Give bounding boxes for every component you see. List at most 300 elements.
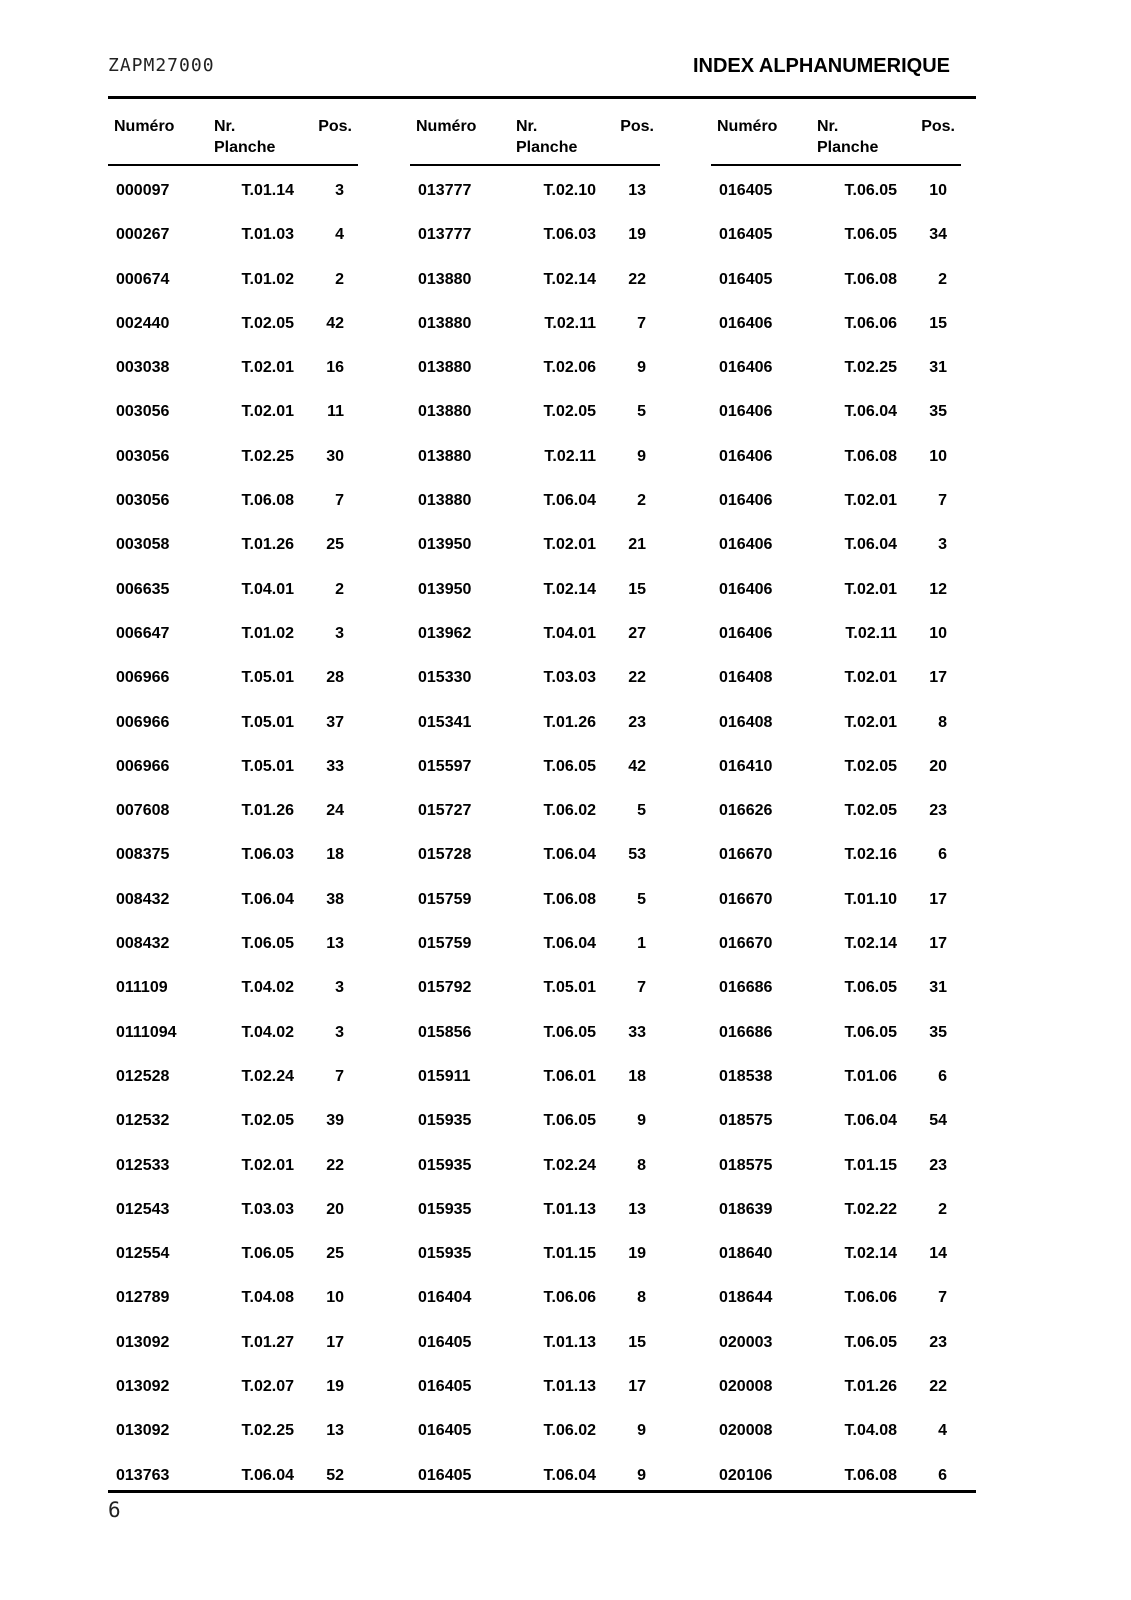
- table-row: [108, 1155, 358, 1199]
- cell-numero: 013880: [418, 270, 472, 288]
- rows-container: [108, 166, 358, 1509]
- cell-numero: 015856: [418, 1023, 472, 1041]
- cell-numero: 013092: [116, 1378, 170, 1396]
- table-row: [410, 1465, 660, 1509]
- cell-numero: 018644: [719, 1289, 773, 1307]
- table-row: [108, 446, 358, 490]
- table-row: [711, 1243, 961, 1287]
- cell-numero: 016408: [719, 713, 773, 731]
- cell-numero: 013092: [116, 1422, 170, 1440]
- table-row: [108, 844, 358, 888]
- table-row: [410, 1420, 660, 1464]
- cell-planche: T.02.11: [845, 624, 897, 642]
- cell-pos: 20: [929, 757, 947, 775]
- cell-numero: 003056: [116, 447, 170, 465]
- table-row: [410, 712, 660, 756]
- cell-planche: T.02.01: [844, 580, 897, 598]
- cell-planche: T.02.24: [241, 1067, 294, 1085]
- cell-planche: T.03.03: [241, 1200, 294, 1218]
- cell-pos: 20: [326, 1200, 344, 1218]
- table-row: [108, 756, 358, 800]
- cell-planche: T.01.13: [543, 1333, 596, 1351]
- cell-numero: 016405: [719, 226, 773, 244]
- cell-planche: T.01.27: [241, 1333, 294, 1351]
- cell-numero: 006635: [116, 580, 170, 598]
- cell-planche: T.06.05: [543, 757, 596, 775]
- cell-pos: 5: [637, 890, 646, 908]
- table-row: [410, 269, 660, 313]
- cell-planche: T.06.02: [543, 802, 596, 820]
- top-rule: [108, 96, 976, 99]
- cell-numero: 012533: [116, 1156, 170, 1174]
- cell-pos: 54: [929, 1112, 947, 1130]
- header-pos: Pos.: [921, 118, 955, 135]
- cell-planche: T.06.08: [844, 447, 897, 465]
- cell-pos: 8: [637, 1289, 646, 1307]
- cell-numero: 015759: [418, 935, 472, 953]
- cell-numero: 016670: [719, 935, 773, 953]
- cell-pos: 1: [637, 935, 646, 953]
- table-row: [410, 933, 660, 977]
- table-row: [108, 490, 358, 534]
- cell-planche: T.01.02: [241, 624, 294, 642]
- cell-planche: T.06.05: [844, 979, 897, 997]
- cell-pos: 19: [326, 1378, 344, 1396]
- table-row: [410, 1155, 660, 1199]
- cell-numero: 015759: [418, 890, 472, 908]
- cell-planche: T.02.05: [844, 802, 897, 820]
- cell-planche: T.04.08: [241, 1289, 294, 1307]
- cell-pos: 8: [938, 713, 947, 731]
- cell-planche: T.01.26: [241, 802, 294, 820]
- table-row: [711, 933, 961, 977]
- cell-numero: 012543: [116, 1200, 170, 1218]
- cell-numero: 015727: [418, 802, 472, 820]
- cell-numero: 016405: [418, 1333, 472, 1351]
- table-row: [410, 1287, 660, 1331]
- cell-pos: 23: [929, 1333, 947, 1351]
- cell-numero: 015341: [418, 713, 472, 731]
- cell-planche: T.02.11: [544, 447, 596, 465]
- cell-numero: 016405: [719, 270, 773, 288]
- cell-pos: 2: [335, 580, 344, 598]
- cell-pos: 5: [637, 802, 646, 820]
- table-row: [108, 977, 358, 1021]
- cell-numero: 016408: [719, 669, 773, 687]
- table-row: [108, 667, 358, 711]
- table-row: [108, 1110, 358, 1154]
- cell-numero: 015935: [418, 1200, 472, 1218]
- table-row: [108, 357, 358, 401]
- cell-numero: 0111094: [116, 1023, 177, 1041]
- cell-planche: T.01.03: [241, 226, 294, 244]
- table-row: [711, 490, 961, 534]
- cell-numero: 002440: [116, 314, 170, 332]
- cell-pos: 9: [637, 447, 646, 465]
- cell-planche: T.02.22: [844, 1200, 897, 1218]
- cell-pos: 13: [628, 182, 646, 199]
- table-row: [410, 1243, 660, 1287]
- cell-pos: 42: [326, 314, 344, 332]
- cell-planche: T.01.26: [241, 536, 294, 554]
- cell-pos: 7: [938, 492, 947, 510]
- table-row: [108, 933, 358, 977]
- cell-pos: 17: [628, 1378, 646, 1396]
- document-code: ZAPM27000: [108, 55, 215, 76]
- document-title: INDEX ALPHANUMERIQUE: [692, 55, 950, 77]
- cell-planche: T.06.05: [543, 1023, 596, 1041]
- table-row: [108, 889, 358, 933]
- cell-numero: 016406: [719, 536, 773, 554]
- cell-planche: T.01.26: [844, 1378, 897, 1396]
- cell-pos: 17: [326, 1333, 344, 1351]
- table-row: [410, 667, 660, 711]
- table-row: [108, 1243, 358, 1287]
- cell-planche: T.02.01: [241, 359, 294, 377]
- cell-planche: T.02.14: [844, 1245, 897, 1263]
- cell-planche: T.06.04: [844, 403, 897, 421]
- cell-numero: 013880: [418, 359, 472, 377]
- cell-pos: 34: [929, 226, 947, 244]
- table-row: [108, 1022, 358, 1066]
- table-row: [410, 1376, 660, 1420]
- cell-pos: 10: [326, 1289, 344, 1307]
- cell-pos: 22: [628, 669, 646, 687]
- cell-numero: 008432: [116, 935, 170, 953]
- cell-planche: T.04.01: [241, 580, 294, 598]
- cell-planche: T.06.04: [543, 492, 596, 510]
- table-row: [711, 977, 961, 1021]
- cell-numero: 008375: [116, 846, 170, 864]
- cell-pos: 19: [628, 226, 646, 244]
- cell-pos: 3: [335, 979, 344, 997]
- cell-pos: 14: [929, 1245, 947, 1263]
- cell-numero: 015935: [418, 1112, 472, 1130]
- cell-numero: 018575: [719, 1112, 773, 1130]
- cell-numero: 008432: [116, 890, 170, 908]
- cell-pos: 15: [628, 580, 646, 598]
- table-row: [410, 534, 660, 578]
- table-row: [711, 534, 961, 578]
- index-column-1: [108, 116, 358, 1509]
- header-nr: Nr.: [516, 118, 538, 135]
- cell-numero: 016406: [719, 403, 773, 421]
- cell-pos: 13: [326, 1422, 344, 1440]
- cell-pos: 30: [326, 447, 344, 465]
- table-row: [711, 1420, 961, 1464]
- cell-planche: T.04.08: [844, 1422, 897, 1440]
- cell-pos: 22: [628, 270, 646, 288]
- header-numero: Numéro: [717, 118, 778, 135]
- cell-numero: 016670: [719, 890, 773, 908]
- header-nr: Nr.: [817, 118, 839, 135]
- cell-planche: T.06.03: [241, 846, 294, 864]
- cell-pos: 7: [335, 492, 344, 510]
- table-row: [108, 579, 358, 623]
- cell-pos: 17: [929, 890, 947, 908]
- cell-planche: T.06.04: [844, 536, 897, 554]
- table-row: [410, 357, 660, 401]
- cell-numero: 016626: [719, 802, 773, 820]
- cell-numero: 016410: [719, 757, 773, 775]
- cell-planche: T.06.01: [543, 1067, 596, 1085]
- cell-planche: T.06.06: [844, 1289, 897, 1307]
- cell-numero: 016406: [719, 359, 773, 377]
- cell-numero: 016405: [418, 1422, 472, 1440]
- table-row: [711, 1110, 961, 1154]
- cell-planche: T.06.06: [844, 314, 897, 332]
- table-row: [711, 313, 961, 357]
- cell-planche: T.02.05: [844, 757, 897, 775]
- table-row: [108, 1287, 358, 1331]
- cell-numero: 013880: [418, 447, 472, 465]
- cell-numero: 016405: [418, 1466, 472, 1484]
- cell-pos: 2: [637, 492, 646, 510]
- cell-pos: 10: [929, 624, 947, 642]
- cell-pos: 11: [327, 403, 344, 421]
- table-row: [711, 579, 961, 623]
- table-row: [711, 1155, 961, 1199]
- cell-numero: 015330: [418, 669, 472, 687]
- table-row: [410, 446, 660, 490]
- cell-planche: T.04.02: [241, 979, 294, 997]
- cell-pos: 6: [938, 1466, 947, 1484]
- cell-planche: T.02.01: [241, 403, 294, 421]
- cell-numero: 016406: [719, 314, 773, 332]
- header-pos: Pos.: [620, 118, 654, 135]
- cell-numero: 013880: [418, 403, 472, 421]
- cell-planche: T.06.05: [844, 1333, 897, 1351]
- cell-pos: 9: [637, 1112, 646, 1130]
- cell-pos: 21: [628, 536, 646, 554]
- cell-pos: 27: [628, 624, 646, 642]
- cell-pos: 31: [929, 359, 947, 377]
- table-row: [711, 800, 961, 844]
- cell-pos: 35: [929, 403, 947, 421]
- header-planche: Planche: [214, 139, 276, 156]
- cell-planche: T.02.25: [241, 447, 294, 465]
- cell-numero: 012554: [116, 1245, 170, 1263]
- cell-numero: 013950: [418, 580, 472, 598]
- cell-pos: 22: [326, 1156, 344, 1174]
- index-column-3: [711, 116, 961, 1509]
- cell-pos: 3: [938, 536, 947, 554]
- cell-pos: 3: [335, 1023, 344, 1041]
- cell-pos: 23: [929, 1156, 947, 1174]
- table-row: [108, 1332, 358, 1376]
- cell-planche: T.01.13: [543, 1378, 596, 1396]
- table-row: [410, 180, 660, 224]
- table-row: [108, 1465, 358, 1509]
- table-row: [711, 756, 961, 800]
- cell-planche: T.01.15: [844, 1156, 897, 1174]
- cell-planche: T.01.02: [241, 270, 294, 288]
- cell-numero: 006966: [116, 757, 170, 775]
- cell-pos: 8: [637, 1156, 646, 1174]
- table-row: [711, 1199, 961, 1243]
- cell-numero: 016405: [719, 182, 773, 199]
- cell-planche: T.02.14: [543, 580, 596, 598]
- cell-planche: T.01.06: [844, 1067, 897, 1085]
- cell-numero: 013763: [116, 1466, 170, 1484]
- table-row: [711, 401, 961, 445]
- cell-planche: T.06.08: [543, 890, 596, 908]
- header-numero: Numéro: [114, 118, 175, 135]
- table-row: [711, 1465, 961, 1509]
- cell-numero: 018639: [719, 1200, 773, 1218]
- table-row: [711, 623, 961, 667]
- cell-numero: 003038: [116, 359, 170, 377]
- cell-numero: 013777: [418, 226, 472, 244]
- header-nr: Nr.: [214, 118, 236, 135]
- table-row: [711, 1332, 961, 1376]
- table-row: [410, 1066, 660, 1110]
- table-row: [108, 623, 358, 667]
- table-row: [410, 490, 660, 534]
- table-row: [410, 756, 660, 800]
- table-row: [410, 623, 660, 667]
- table-row: [108, 534, 358, 578]
- cell-pos: 38: [326, 890, 344, 908]
- cell-planche: T.02.05: [241, 1112, 294, 1130]
- cell-numero: 012789: [116, 1289, 170, 1307]
- table-row: [108, 1066, 358, 1110]
- table-row: [108, 269, 358, 313]
- cell-numero: 006966: [116, 713, 170, 731]
- cell-planche: T.02.01: [844, 492, 897, 510]
- header-pos: Pos.: [318, 118, 352, 135]
- cell-numero: 015911: [418, 1067, 471, 1085]
- cell-planche: T.05.01: [241, 669, 294, 687]
- cell-pos: 19: [628, 1245, 646, 1263]
- cell-planche: T.02.07: [241, 1378, 294, 1396]
- cell-pos: 5: [637, 403, 646, 421]
- cell-planche: T.02.14: [844, 935, 897, 953]
- cell-pos: 23: [628, 713, 646, 731]
- cell-pos: 15: [929, 314, 947, 332]
- cell-numero: 015935: [418, 1156, 472, 1174]
- table-row: [108, 712, 358, 756]
- table-row: [711, 1066, 961, 1110]
- cell-planche: T.02.10: [543, 182, 596, 199]
- table-row: [711, 889, 961, 933]
- cell-numero: 015935: [418, 1245, 472, 1263]
- cell-planche: T.06.05: [844, 1023, 897, 1041]
- cell-pos: 31: [929, 979, 947, 997]
- cell-planche: T.01.14: [241, 182, 294, 199]
- cell-planche: T.02.05: [241, 314, 294, 332]
- cell-planche: T.06.08: [844, 1466, 897, 1484]
- cell-pos: 52: [326, 1466, 344, 1484]
- table-row: [711, 844, 961, 888]
- cell-planche: T.06.05: [241, 1245, 294, 1263]
- cell-planche: T.02.25: [241, 1422, 294, 1440]
- cell-numero: 016406: [719, 624, 773, 642]
- table-row: [108, 1376, 358, 1420]
- cell-planche: T.06.05: [844, 182, 897, 199]
- column-header: [410, 116, 660, 166]
- cell-pos: 37: [326, 713, 344, 731]
- cell-numero: 016686: [719, 1023, 773, 1041]
- bottom-rule: [108, 1490, 976, 1493]
- cell-numero: 016406: [719, 492, 773, 510]
- cell-planche: T.02.06: [543, 359, 596, 377]
- cell-numero: 016406: [719, 580, 773, 598]
- cell-pos: 10: [929, 182, 947, 199]
- cell-planche: T.06.06: [543, 1289, 596, 1307]
- table-row: [711, 269, 961, 313]
- cell-numero: 016686: [719, 979, 773, 997]
- cell-planche: T.06.02: [543, 1422, 596, 1440]
- cell-planche: T.02.01: [241, 1156, 294, 1174]
- cell-numero: 006966: [116, 669, 170, 687]
- table-row: [711, 712, 961, 756]
- cell-planche: T.05.01: [241, 713, 294, 731]
- cell-pos: 33: [628, 1023, 646, 1041]
- cell-pos: 7: [938, 1289, 947, 1307]
- cell-numero: 020008: [719, 1422, 773, 1440]
- page-number: 6: [108, 1498, 121, 1522]
- table-row: [108, 1199, 358, 1243]
- cell-planche: T.06.04: [241, 890, 294, 908]
- cell-pos: 22: [929, 1378, 947, 1396]
- rows-container: [711, 166, 961, 1509]
- cell-numero: 000674: [116, 270, 170, 288]
- table-row: [410, 313, 660, 357]
- cell-numero: 015728: [418, 846, 472, 864]
- cell-numero: 006647: [116, 624, 170, 642]
- cell-pos: 13: [326, 935, 344, 953]
- cell-pos: 23: [929, 802, 947, 820]
- table-row: [711, 224, 961, 268]
- cell-pos: 17: [929, 669, 947, 687]
- cell-numero: 020003: [719, 1333, 773, 1351]
- table-row: [711, 1022, 961, 1066]
- cell-planche: T.02.25: [844, 359, 897, 377]
- column-header: [108, 116, 358, 166]
- cell-pos: 4: [938, 1422, 947, 1440]
- cell-numero: 013962: [418, 624, 472, 642]
- table-row: [711, 1287, 961, 1331]
- table-row: [410, 977, 660, 1021]
- table-row: [108, 180, 358, 224]
- table-row: [410, 1022, 660, 1066]
- cell-planche: T.01.10: [844, 890, 897, 908]
- cell-planche: T.01.26: [543, 713, 596, 731]
- cell-pos: 6: [938, 846, 947, 864]
- table-row: [410, 800, 660, 844]
- cell-pos: 53: [628, 846, 646, 864]
- cell-numero: 000267: [116, 226, 170, 244]
- cell-pos: 39: [326, 1112, 344, 1130]
- cell-planche: T.04.02: [241, 1023, 294, 1041]
- table-row: [410, 1110, 660, 1154]
- cell-planche: T.06.04: [844, 1112, 897, 1130]
- cell-numero: 003056: [116, 403, 170, 421]
- cell-numero: 020008: [719, 1378, 773, 1396]
- cell-planche: T.06.05: [844, 226, 897, 244]
- cell-planche: T.02.11: [544, 314, 596, 332]
- cell-pos: 3: [335, 624, 344, 642]
- table-row: [108, 800, 358, 844]
- cell-numero: 011109: [116, 979, 168, 997]
- cell-numero: 016670: [719, 846, 773, 864]
- cell-numero: 012532: [116, 1112, 170, 1130]
- cell-planche: T.06.03: [543, 226, 596, 244]
- cell-numero: 018640: [719, 1245, 773, 1263]
- cell-pos: 35: [929, 1023, 947, 1041]
- cell-numero: 016406: [719, 447, 773, 465]
